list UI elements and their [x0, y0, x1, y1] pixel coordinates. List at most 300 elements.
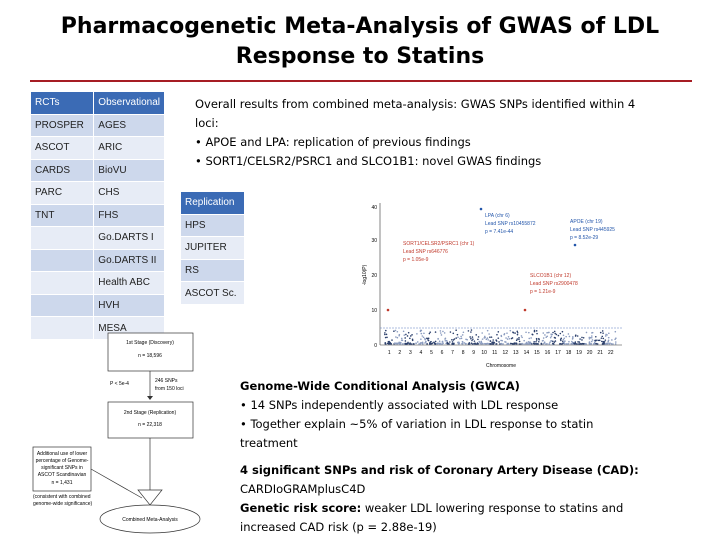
- snp-point: [558, 335, 560, 337]
- snp-point: [565, 336, 567, 338]
- snp-point: [577, 335, 579, 337]
- snp-point: [489, 340, 491, 342]
- snp-point: [461, 343, 463, 345]
- observational-cell: CHS: [94, 182, 165, 205]
- snp-point: [505, 337, 507, 339]
- snp-point: [553, 343, 555, 345]
- snp-point: [492, 343, 494, 345]
- annotation-slco1b1-line1: SLCO1B1 (chr 12): [530, 273, 572, 279]
- snp-point: [425, 341, 427, 343]
- snp-point: [554, 331, 556, 333]
- snp-point: [534, 330, 536, 332]
- snp-point: [391, 339, 393, 341]
- overall-line-1: Overall results from combined meta-analysis: GWAS SNPs identified within 4: [195, 97, 636, 111]
- annotation-slco1b1-line3: p = 1.21e-9: [530, 289, 556, 295]
- snp-point: [544, 341, 546, 343]
- snp-point: [411, 334, 413, 336]
- snp-point: [459, 338, 461, 340]
- snp-point: [441, 334, 443, 336]
- snp-point: [536, 338, 538, 340]
- cad-line-2: [240, 499, 715, 518]
- title-divider: [30, 80, 692, 82]
- snp-point: [384, 334, 386, 336]
- snp-point: [446, 340, 448, 342]
- snp-point: [472, 338, 474, 340]
- snp-point: [608, 337, 610, 339]
- plot-xtick: 14: [523, 350, 530, 356]
- snp-point: [429, 333, 431, 335]
- cad-line-1: CARDIoGRAMplusC4D: [240, 482, 366, 496]
- snp-point: [505, 341, 507, 343]
- snp-point: [454, 338, 456, 340]
- snp-point: [579, 341, 581, 343]
- snp-point: [530, 337, 532, 339]
- snp-point: [475, 334, 477, 336]
- snp-point: [491, 336, 493, 338]
- snp-point: [550, 337, 552, 339]
- cad-text: [240, 461, 715, 537]
- observational-cell: FHS: [94, 204, 165, 227]
- observational-cell: ARIC: [94, 137, 165, 160]
- snp-point: [536, 339, 538, 341]
- header-observational: Observational: [94, 92, 165, 114]
- snp-point: [579, 343, 581, 345]
- snp-point: [517, 334, 519, 336]
- snp-point: [603, 342, 605, 344]
- snp-point: [563, 334, 565, 336]
- snp-point: [518, 339, 520, 341]
- annotation-apoe: [570, 219, 615, 241]
- combined-label: Combined Meta-Analysis: [122, 517, 178, 523]
- plot-ytick: 20: [371, 273, 377, 279]
- overall-bullet-1: • APOE and LPA: replication of previous findings: [195, 135, 471, 149]
- snp-point: [574, 343, 576, 345]
- observational-cell: Go.DARTS II: [94, 249, 165, 272]
- snp-point: [405, 334, 407, 336]
- table-row: [31, 114, 165, 137]
- snp-point: [468, 343, 470, 345]
- snp-point: [608, 332, 610, 334]
- snp-point: [521, 343, 523, 345]
- snp-point: [407, 335, 409, 337]
- snp-point: [455, 337, 457, 339]
- plot-ytick: 40: [371, 205, 377, 211]
- table-row: [31, 227, 165, 250]
- snp-point: [416, 333, 418, 335]
- side-box-line: percentage of Genome-: [35, 458, 89, 464]
- snp-point: [546, 335, 548, 337]
- table-header-row: [181, 192, 245, 214]
- snp-point: [513, 343, 515, 345]
- snp-point: [614, 339, 616, 341]
- lead-snp-point: [574, 244, 577, 247]
- snp-point: [496, 334, 498, 336]
- snp-point: [533, 341, 535, 343]
- stage1-title: 1st Stage (Discovery): [126, 340, 174, 346]
- snp-point: [527, 343, 529, 345]
- side-note-line: genome-wide significance): [33, 501, 93, 507]
- overall-results-text: [195, 95, 715, 171]
- table-row: [31, 204, 165, 227]
- snp-point: [452, 341, 454, 343]
- observational-cell: Health ABC: [94, 272, 165, 295]
- snp-point: [572, 338, 574, 340]
- gwca-bullet-2-cont: treatment: [240, 436, 298, 450]
- plot-ytick: 30: [371, 238, 377, 244]
- observational-cell: AGES: [94, 114, 165, 137]
- snp-point: [615, 341, 617, 343]
- snp-point: [523, 343, 525, 345]
- snp-point: [568, 343, 570, 345]
- slide-title-line-2: Response to Statins: [235, 44, 485, 69]
- snp-point: [400, 342, 402, 344]
- snp-point: [455, 329, 457, 331]
- plot-xtick: 8: [461, 350, 465, 356]
- lead-snp-point: [387, 309, 390, 312]
- annotation-sort1-line3: p = 1.05e-9: [403, 257, 429, 263]
- snp-point: [555, 340, 557, 342]
- table-row: [181, 237, 245, 260]
- snp-point: [595, 340, 597, 342]
- side-box-line: Additional use of lower: [36, 451, 88, 457]
- snp-point: [453, 343, 455, 345]
- plot-xtick: 4: [419, 350, 423, 356]
- snp-point: [571, 341, 573, 343]
- plot-xlabel: Chromosome: [485, 363, 517, 369]
- snp-point: [591, 337, 593, 339]
- snp-point: [447, 343, 449, 345]
- rct-cell: CARDS: [31, 159, 94, 182]
- snp-point: [481, 343, 483, 345]
- snp-point: [409, 342, 411, 344]
- snp-point: [585, 343, 587, 345]
- replication-cell: RS: [181, 259, 245, 282]
- snp-point: [412, 340, 414, 342]
- snp-point: [474, 340, 476, 342]
- snp-point: [598, 340, 600, 342]
- plot-xtick: 20: [586, 350, 593, 356]
- snp-point: [545, 343, 547, 345]
- snp-point: [533, 343, 535, 345]
- threshold-label: P < 5e-4: [110, 381, 129, 387]
- snp-point: [601, 341, 603, 343]
- cad-line-2-label: Genetic risk score:: [240, 501, 362, 515]
- snp-point: [504, 333, 506, 335]
- snp-point: [470, 331, 472, 333]
- snp-point: [420, 342, 422, 344]
- stage2-title: 2nd Stage (Replication): [123, 410, 177, 416]
- snp-point: [591, 341, 593, 343]
- snp-point: [423, 336, 425, 338]
- snp-point: [563, 337, 565, 339]
- plot-xtick: 18: [565, 350, 572, 356]
- annotation-sort1: [403, 241, 475, 263]
- snp-point: [516, 343, 518, 345]
- snp-point: [404, 337, 406, 339]
- slide-title: [0, 12, 720, 72]
- snp-point: [442, 331, 444, 333]
- snp-point: [471, 329, 473, 331]
- snp-point: [562, 340, 564, 342]
- snp-point: [517, 338, 519, 340]
- plot-xtick: 22: [607, 350, 614, 356]
- snp-point: [542, 340, 544, 342]
- snp-point: [430, 341, 432, 343]
- replication-table: [181, 192, 245, 304]
- replication-cell: JUPITER: [181, 237, 245, 260]
- snp-point: [605, 334, 607, 336]
- plot-xtick: 7: [451, 350, 454, 356]
- snp-point: [405, 340, 407, 342]
- snp-point: [384, 332, 386, 334]
- snp-point: [552, 341, 554, 343]
- manhattan-xticks: [388, 350, 614, 356]
- snp-point: [487, 339, 489, 341]
- gwca-bullet-2: • Together explain ~5% of variation in LDL response to statin: [240, 417, 594, 431]
- slide-title-line-1: Pharmacogenetic Meta-Analysis of GWAS of LDL: [60, 14, 660, 39]
- plot-xtick: 21: [597, 350, 603, 356]
- snp-point: [603, 338, 605, 340]
- observational-cell: MESA: [94, 317, 165, 340]
- snp-point: [562, 331, 564, 333]
- snp-point: [457, 341, 459, 343]
- snp-point: [595, 336, 597, 338]
- snp-point: [581, 339, 583, 341]
- snp-point: [452, 333, 454, 335]
- snp-point: [489, 343, 491, 345]
- plot-xtick: 19: [576, 350, 582, 356]
- snp-point: [489, 336, 491, 338]
- snp-point: [521, 337, 523, 339]
- rct-cell: [31, 272, 94, 295]
- snp-point: [401, 338, 403, 340]
- stage2-n: n = 22,318: [138, 422, 162, 428]
- snp-point: [541, 343, 543, 345]
- plot-xtick: 13: [513, 350, 519, 356]
- side-note-line: (consistent with combined: [33, 494, 91, 500]
- annotation-lpa-line3: p = 7.41e-44: [485, 229, 514, 235]
- snp-point: [393, 330, 395, 332]
- snp-point: [523, 340, 525, 342]
- snp-point: [538, 338, 540, 340]
- snp-point: [502, 343, 504, 345]
- snp-point: [518, 337, 520, 339]
- snp-point: [611, 339, 613, 341]
- snp-point: [420, 338, 422, 340]
- stage1-box: [108, 333, 193, 371]
- snp-point: [591, 332, 593, 334]
- snp-point: [525, 331, 527, 333]
- snp-point: [542, 332, 544, 334]
- snp-point: [569, 336, 571, 338]
- snp-point: [444, 332, 446, 334]
- snp-point: [476, 343, 478, 345]
- snp-point: [390, 342, 392, 344]
- snp-point: [608, 340, 610, 342]
- table-header-row: [31, 92, 165, 114]
- rct-cell: [31, 249, 94, 272]
- snp-point: [528, 332, 530, 334]
- snp-point: [415, 342, 417, 344]
- snp-point: [593, 343, 595, 345]
- snp-point: [457, 336, 459, 338]
- snp-point: [536, 343, 538, 345]
- stage1-n: n = 18,596: [138, 353, 162, 359]
- snp-point: [397, 331, 399, 333]
- study-flowchart: [30, 330, 230, 540]
- snp-point: [418, 343, 420, 345]
- snp-point: [435, 341, 437, 343]
- snp-point: [472, 336, 474, 338]
- snp-point: [394, 343, 396, 345]
- snp-point: [589, 338, 591, 340]
- table-row: [181, 259, 245, 282]
- snp-point: [495, 343, 497, 345]
- snp-point: [410, 335, 412, 337]
- annotation-slco1b1-line2: Lead SNP rs2900478: [530, 281, 578, 287]
- snp-point: [403, 343, 405, 345]
- snp-point: [461, 338, 463, 340]
- snp-point: [388, 343, 390, 345]
- snp-point: [526, 342, 528, 344]
- snp-point: [423, 332, 425, 334]
- snp-point: [442, 343, 444, 345]
- snp-point: [514, 332, 516, 334]
- snp-point: [589, 343, 591, 345]
- snp-point: [536, 330, 538, 332]
- observational-cell: HVH: [94, 294, 165, 317]
- snp-point: [385, 330, 387, 332]
- rct-cell: PROSPER: [31, 114, 94, 137]
- snp-point: [422, 343, 424, 345]
- annotation-sort1-line2: Lead SNP rs646776: [403, 249, 448, 255]
- annotation-lpa-line1: LPA (chr 6): [485, 213, 510, 219]
- snp-point: [440, 332, 442, 334]
- snp-point: [463, 331, 465, 333]
- snp-point: [601, 336, 603, 338]
- snp-point: [484, 336, 486, 338]
- plot-xtick: 5: [430, 350, 433, 356]
- snp-point: [615, 343, 617, 345]
- snp-point: [566, 343, 568, 345]
- cad-line-3: increased CAD risk (p = 2.88e-19): [240, 520, 437, 534]
- snp-point: [428, 340, 430, 342]
- plot-xtick: 17: [555, 350, 561, 356]
- snp-point: [560, 343, 562, 345]
- snp-point: [592, 339, 594, 341]
- snp-point: [449, 341, 451, 343]
- snp-point: [583, 337, 585, 339]
- table-row: [31, 272, 165, 295]
- snp-point: [568, 341, 570, 343]
- annotation-lpa-line2: Lead SNP rs10455872: [485, 221, 536, 227]
- snp-point: [511, 343, 513, 345]
- table-row: [31, 249, 165, 272]
- snp-point: [601, 337, 603, 339]
- snp-point: [488, 333, 490, 335]
- snp-point: [564, 340, 566, 342]
- snp-point: [498, 331, 500, 333]
- gwca-bullet-1: • 14 SNPs independently associated with LDL response: [240, 398, 559, 412]
- snp-point: [536, 333, 538, 335]
- snp-point: [551, 335, 553, 337]
- snp-point: [564, 343, 566, 345]
- snp-point: [406, 343, 408, 345]
- replication-cell: ASCOT Sc.: [181, 282, 245, 305]
- loci-label: from 150 loci: [155, 386, 184, 392]
- gwca-heading: Genome-Wide Conditional Analysis (GWCA): [240, 379, 520, 393]
- snp-point: [404, 334, 406, 336]
- snp-point: [402, 340, 404, 342]
- snp-point: [424, 338, 426, 340]
- snp-point: [429, 331, 431, 333]
- snp-point: [543, 337, 545, 339]
- observational-cell: BioVU: [94, 159, 165, 182]
- table-row: [31, 159, 165, 182]
- snp-point: [576, 343, 578, 345]
- snp-point: [538, 341, 540, 343]
- lead-snp-point: [480, 208, 483, 211]
- snp-point: [413, 343, 415, 345]
- snp-point: [517, 332, 519, 334]
- snp-point: [605, 339, 607, 341]
- snp-point: [397, 337, 399, 339]
- snp-point: [521, 335, 523, 337]
- snp-point: [386, 337, 388, 339]
- snp-point: [532, 334, 534, 336]
- snp-point: [548, 343, 550, 345]
- snp-point: [388, 341, 390, 343]
- study-cohorts-table: [31, 92, 165, 339]
- plot-xtick: 10: [481, 350, 487, 356]
- snp-point: [472, 343, 474, 345]
- snp-point: [501, 336, 503, 338]
- annotation-lpa: [485, 213, 536, 235]
- snp-point: [507, 338, 509, 340]
- snp-point: [513, 332, 515, 334]
- snp-point: [597, 343, 599, 345]
- snp-point: [457, 334, 459, 336]
- snp-point: [439, 343, 441, 345]
- snp-point: [445, 340, 447, 342]
- plot-xtick: 12: [502, 350, 509, 356]
- snp-point: [549, 342, 551, 344]
- snp-point: [560, 333, 562, 335]
- snp-point: [420, 330, 422, 332]
- snp-point: [451, 339, 453, 341]
- snp-point: [385, 337, 387, 339]
- snp-point: [495, 339, 497, 341]
- snp-point: [402, 343, 404, 345]
- annotation-slco1b1: [530, 273, 578, 295]
- annotation-apoe-line1: APOE (chr 19): [570, 219, 603, 225]
- snp-point: [396, 342, 398, 344]
- header-replication: Replication: [181, 192, 245, 214]
- plot-xtick: 9: [472, 350, 476, 356]
- snp-point: [465, 339, 467, 341]
- snp-point: [487, 337, 489, 339]
- snp-point: [531, 343, 533, 345]
- snp-point: [417, 341, 419, 343]
- cad-heading: 4 significant SNPs and risk of Coronary Artery Disease (CAD):: [240, 463, 639, 477]
- annotation-sort1-line1: SORT1/CELSR2/PSRC1 (chr 1): [403, 241, 475, 247]
- snp-point: [451, 343, 453, 345]
- snp-point: [469, 336, 471, 338]
- snp-point: [384, 342, 386, 344]
- snp-point: [512, 337, 514, 339]
- snp-point: [409, 338, 411, 340]
- annotation-apoe-line2: Lead SNP rs445925: [570, 227, 615, 233]
